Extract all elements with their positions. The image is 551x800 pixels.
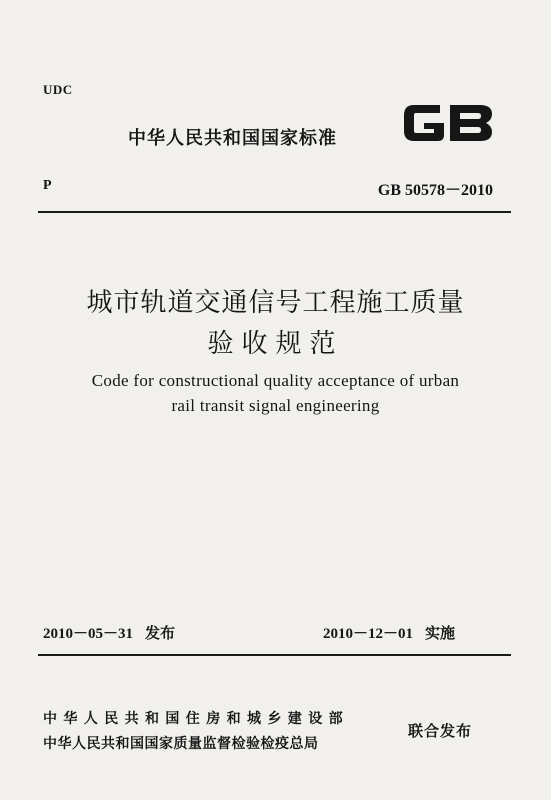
standard-type: 中华人民共和国国家标准	[128, 128, 337, 149]
title-en-line1: Code for constructional quality acceptance of urban	[91, 371, 460, 390]
top-divider	[38, 211, 511, 213]
implement-date: 2010－12－01	[323, 626, 414, 642]
bottom-divider	[38, 654, 511, 656]
title-cn-line2: 验收规范	[207, 329, 344, 359]
issuer-line1: 中华人民共和国住房和城乡建设部	[43, 711, 349, 727]
issue-date: 2010－05－31	[43, 626, 134, 642]
udc-label: UDC	[43, 82, 73, 97]
title-cn-line1: 城市轨道交通信号工程施工质量	[86, 288, 465, 318]
title-en-line2: rail transit signal engineering	[171, 396, 380, 415]
issue-label: 发布	[145, 624, 176, 642]
gb-logo	[400, 101, 496, 145]
standard-number: GB 50578－2010	[377, 182, 493, 199]
implement-label: 实施	[425, 624, 456, 642]
implement-date-block	[323, 622, 455, 643]
joint-issue-label: 联合发布	[408, 722, 473, 740]
issue-date-block	[43, 622, 175, 643]
category-code: P	[43, 178, 52, 193]
issuer-line2: 中华人民共和国国家质量监督检验检疫总局	[43, 736, 319, 752]
